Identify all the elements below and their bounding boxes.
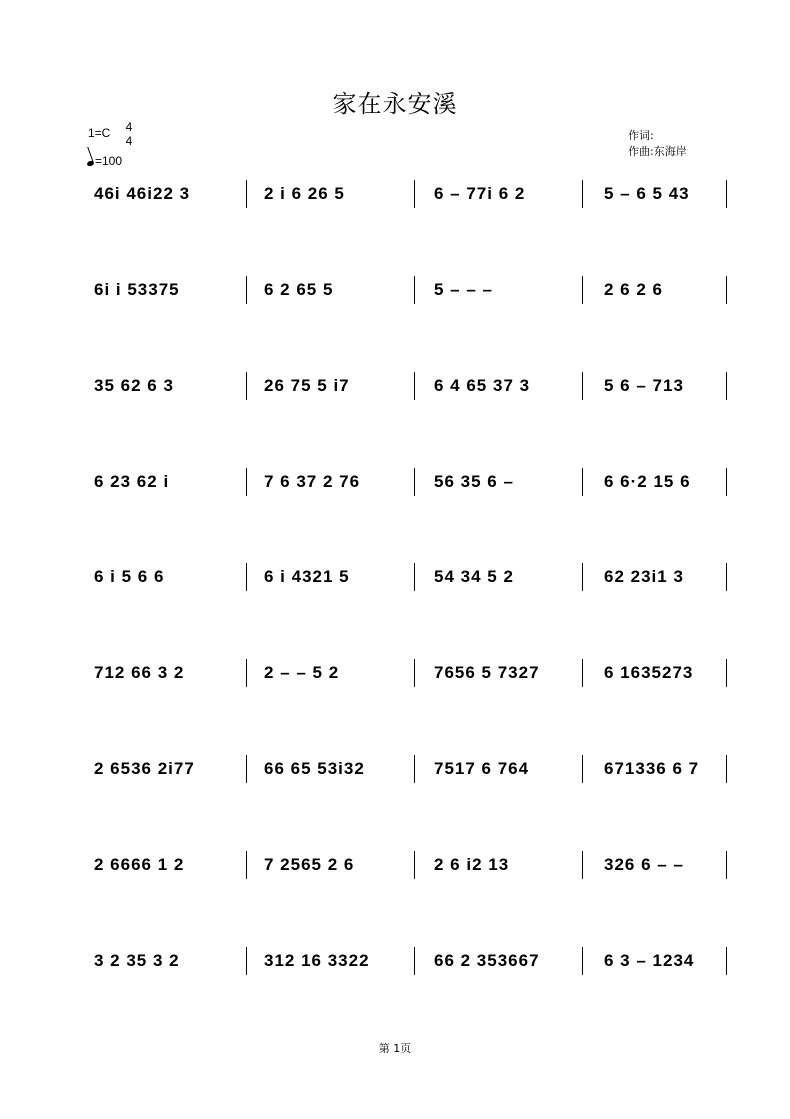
measure: 26 75 5 i7	[264, 376, 350, 395]
credits	[628, 128, 687, 160]
barline	[582, 276, 583, 304]
measure: 7656 5 7327	[434, 663, 540, 682]
measure: 6 i 5 6 6	[94, 567, 165, 586]
measure: 7 6 37 2 76	[264, 472, 361, 491]
measure: 312 16 3322	[264, 951, 370, 970]
measure: 2 6666 1 2	[94, 855, 185, 874]
composer-credit: 作曲:东海岸	[628, 145, 687, 158]
measure: 7517 6 764	[434, 759, 530, 778]
measure: 3 2 35 3 2	[94, 951, 180, 970]
barline	[414, 372, 415, 400]
measure: 6 – 77i 6 2	[434, 184, 526, 203]
measure: 712 66 3 2	[94, 663, 185, 682]
measure: 6i i 53375	[94, 280, 180, 299]
measure: 35 62 6 3	[94, 376, 174, 395]
tempo-marking	[87, 154, 122, 168]
score-row	[94, 947, 734, 977]
measure: 5 – – –	[434, 280, 493, 299]
measure: 6 23 62 i	[94, 472, 170, 491]
barline	[246, 276, 247, 304]
barline	[582, 563, 583, 591]
score-row	[94, 180, 734, 210]
barline	[726, 851, 727, 879]
barline	[582, 851, 583, 879]
score-row	[94, 659, 734, 689]
barline	[414, 755, 415, 783]
score-row	[94, 755, 734, 785]
barline	[582, 180, 583, 208]
barline	[246, 372, 247, 400]
measure: 326 6 – –	[604, 855, 684, 874]
key-signature: 1=C	[88, 126, 111, 140]
barline	[582, 372, 583, 400]
score-row	[94, 372, 734, 402]
measure: 56 35 6 –	[434, 472, 514, 491]
measure: 5 – 6 5 43	[604, 184, 690, 203]
measure: 671336 6 7	[604, 759, 700, 778]
song-title: 家在永安溪	[332, 90, 458, 118]
measure: 2 i 6 26 5	[264, 184, 345, 203]
barline	[582, 755, 583, 783]
barline	[726, 276, 727, 304]
measure: 66 65 53i32	[264, 759, 365, 778]
tempo-value: =100	[95, 154, 123, 168]
barline	[246, 659, 247, 687]
barline	[414, 276, 415, 304]
measure: 6 2 65 5	[264, 280, 334, 299]
barline	[414, 947, 415, 975]
measure: 6 1635273	[604, 663, 694, 682]
measure: 2 – – 5 2	[264, 663, 340, 682]
barline	[582, 947, 583, 975]
measure: 2 6536 2i77	[94, 759, 195, 778]
barline	[414, 563, 415, 591]
measure: 62 23i1 3	[604, 567, 684, 586]
measure: 5 6 – 713	[604, 376, 684, 395]
measure: 6 3 – 1234	[604, 951, 695, 970]
measure: 7 2565 2 6	[264, 855, 355, 874]
lyricist-credit: 作词:	[628, 129, 654, 142]
barline	[414, 851, 415, 879]
score-row	[94, 276, 734, 306]
barline	[726, 372, 727, 400]
barline	[726, 563, 727, 591]
barline	[414, 659, 415, 687]
barline	[582, 468, 583, 496]
score-row	[94, 563, 734, 593]
measure: 2 6 2 6	[604, 280, 663, 299]
measure: 6 4 65 37 3	[434, 376, 531, 395]
measure: 54 34 5 2	[434, 567, 514, 586]
barline	[246, 851, 247, 879]
quarter-note-icon	[86, 160, 94, 167]
time-signature	[122, 120, 136, 148]
barline	[414, 468, 415, 496]
barline	[726, 468, 727, 496]
measure: 2 6 i2 13	[434, 855, 510, 874]
measure: 6 i 4321 5	[264, 567, 350, 586]
barline	[726, 755, 727, 783]
barline	[726, 180, 727, 208]
barline	[582, 659, 583, 687]
time-signature-bottom: 4	[125, 134, 133, 148]
barline	[414, 180, 415, 208]
measure: 66 2 353667	[434, 951, 540, 970]
score-row	[94, 468, 734, 498]
measure: 46i 46i22 3	[94, 184, 191, 203]
measure: 6 6·2 15 6	[604, 472, 691, 491]
page-number: 第 1页	[378, 1042, 412, 1055]
barline	[726, 659, 727, 687]
barline	[246, 947, 247, 975]
barline	[246, 755, 247, 783]
score-row	[94, 851, 734, 881]
barline	[246, 563, 247, 591]
barline	[246, 468, 247, 496]
time-signature-top: 4	[125, 120, 133, 134]
barline	[726, 947, 727, 975]
barline	[246, 180, 247, 208]
